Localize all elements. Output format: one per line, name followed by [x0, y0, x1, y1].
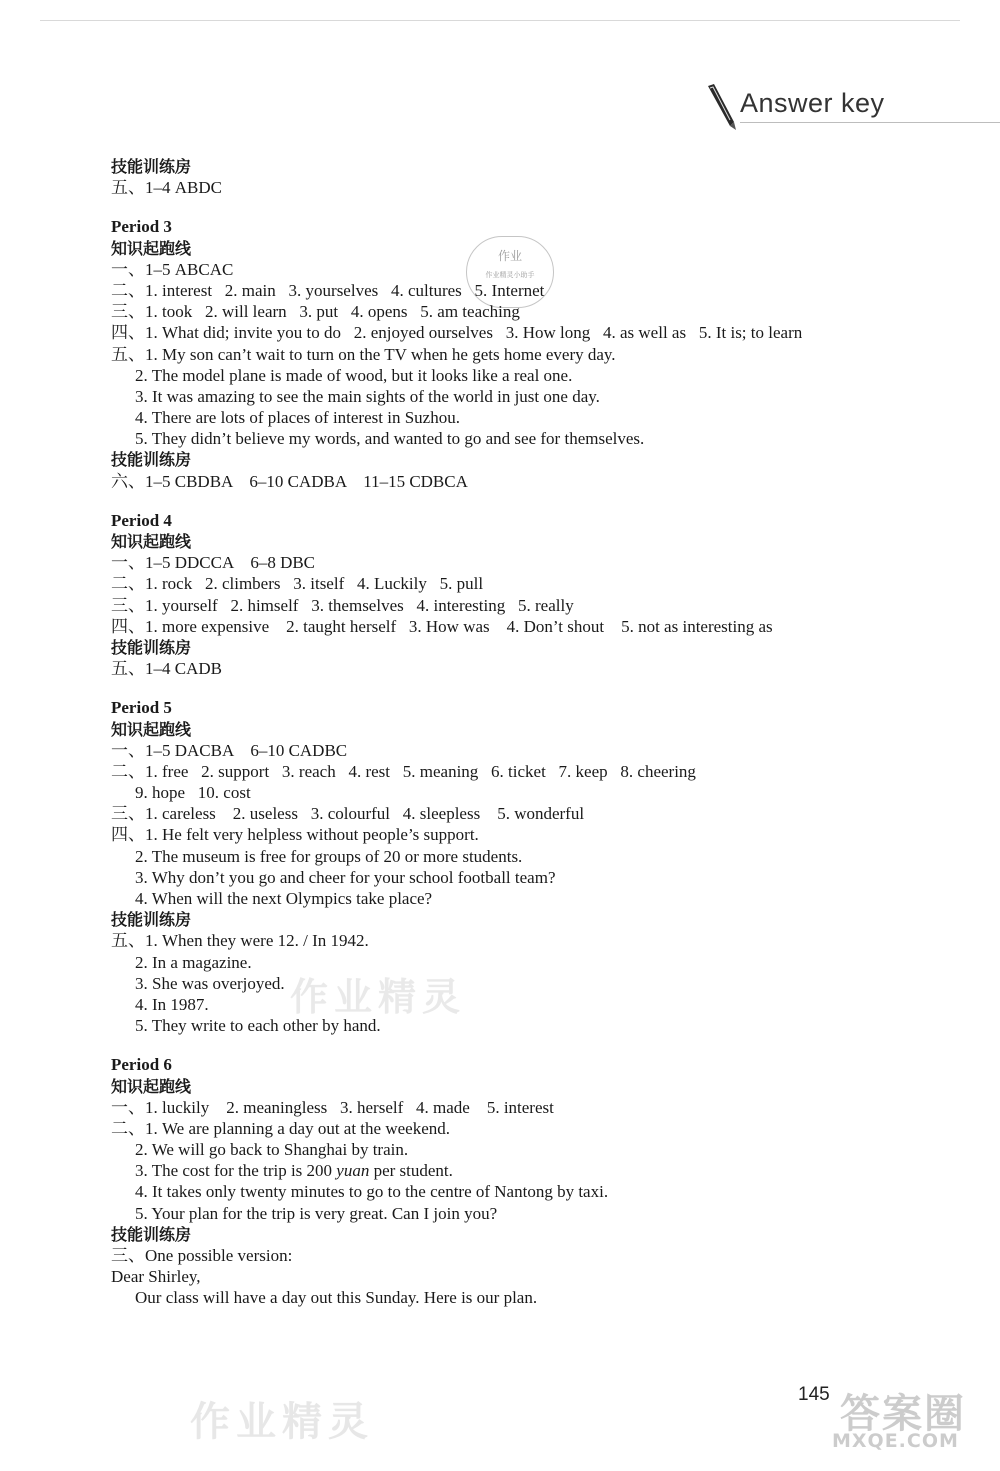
answer-line: 二、1. free 2. support 3. reach 4. rest 5. meaning 6. ticket 7. keep 8. cheering	[111, 761, 696, 781]
stamp-subtitle: 作业精灵小助手	[485, 271, 535, 279]
answer-line: 4. It takes only twenty minutes to go to the centre of Nantong by taxi.	[135, 1182, 609, 1202]
answer-line: 一、1–5 ABCAC	[111, 259, 234, 279]
answer-line: 3. Why don’t you go and cheer for your school football team?	[135, 867, 556, 887]
answer-line: 四、1. He felt very helpless without people’s support.	[111, 825, 479, 845]
answer-line: 一、1. luckily 2. meaningless 3. herself 4. made 5. interest	[111, 1097, 554, 1117]
site-logo-cn: 答案圈	[840, 1391, 966, 1437]
answer-line: 三、One possible version:	[111, 1246, 293, 1265]
answer-line: Dear Shirley,	[111, 1267, 201, 1287]
answer-line: 六、1–5 CBDBA 6–10 CADBA 11–15 CDBCA	[111, 471, 468, 491]
answer-line: 2. The model plane is made of wood, but it looks like a real one.	[135, 365, 573, 385]
answer-line: 3. It was amazing to see the main sights of the world in just one day.	[135, 386, 600, 406]
answer-line: 五、1–4 ABDC	[111, 178, 222, 198]
answer-line: 5. They didn’t believe my words, and wanted to go and see for themselves.	[135, 429, 645, 449]
section-gap	[111, 198, 971, 216]
site-logo	[832, 1378, 992, 1458]
answer-line: 4. In 1987.	[135, 994, 209, 1014]
section-label: 技能训练房	[111, 910, 192, 930]
answer-line: 四、1. What did; invite you to do 2. enjoyed ourselves 3. How long 4. as well as 5. It is; to learn	[111, 323, 803, 343]
period-heading: Period 5	[111, 698, 172, 718]
stamp-title: 作业	[497, 249, 522, 263]
answer-line: 二、1. rock 2. climbers 3. itself 4. Luckily 5. pull	[111, 574, 484, 594]
top-rule	[40, 20, 960, 21]
answer-line: 三、1. yourself 2. himself 3. themselves 4. interesting 5. really	[111, 595, 574, 615]
answer-line: 五、1. My son can’t wait to turn on the TV when he gets home every day.	[111, 344, 616, 364]
answer-line: 一、1–5 DDCCA 6–8 DBC	[111, 553, 316, 573]
answer-line: 9. hope 10. cost	[135, 783, 251, 803]
section-label: 知识起跑线	[111, 238, 192, 258]
pen-icon	[700, 82, 740, 132]
answer-line: 5. They write to each other by hand.	[135, 1016, 381, 1036]
page-number: 145	[798, 1384, 830, 1405]
section-gap	[111, 1036, 971, 1054]
answer-line: 4. There are lots of places of interest in Suzhou.	[135, 408, 460, 428]
answer-line: 二、1. We are planning a day out at the weekend.	[111, 1118, 450, 1138]
answer-line: 三、1. careless 2. useless 3. colourful 4. sleepless 5. wonderful	[111, 804, 585, 824]
answer-line: 5. Your plan for the trip is very great. Can I join you?	[135, 1203, 498, 1223]
section-label: 知识起跑线	[111, 719, 192, 739]
section-label: 技能训练房	[111, 637, 192, 657]
answer-line: 2. We will go back to Shanghai by train.	[135, 1140, 409, 1160]
answer-line: 五、1. When they were 12. / In 1942.	[111, 931, 369, 951]
section-label: 技能训练房	[111, 1224, 192, 1244]
section-label: 知识起跑线	[111, 532, 192, 551]
answer-line	[111, 1160, 971, 1181]
period-heading: Period 3	[111, 217, 172, 237]
answer-line: 二、1. interest 2. main 3. yourselves 4. cultures 5. Internet	[111, 280, 545, 300]
answer-content	[111, 156, 971, 1309]
answer-line: 五、1–4 CADB	[111, 659, 222, 679]
answer-line: 3. She was overjoyed.	[135, 973, 285, 993]
site-logo-url: MXQE.COM	[832, 1430, 959, 1452]
answer-line: 4. When will the next Olympics take place?	[135, 889, 433, 908]
answer-line: 一、1–5 DACBA 6–10 CADBC	[111, 740, 348, 760]
answer-line: 四、1. more expensive 2. taught herself 3. How was 4. Don’t shout 5. not as interesting as	[111, 616, 773, 636]
page-title: Answer key	[740, 88, 885, 118]
section-gap	[111, 492, 971, 510]
answer-line: 三、1. took 2. will learn 3. put 4. opens 5. am teaching	[111, 302, 520, 322]
section-label: 技能训练房	[111, 450, 192, 470]
answer-text: per student.	[369, 1161, 453, 1181]
section-gap	[111, 679, 971, 697]
period-heading: Period 6	[111, 1055, 172, 1075]
watermark-text-bottom: 作业精灵	[190, 1399, 374, 1445]
header-rule	[740, 122, 1000, 123]
answer-line: 2. In a magazine.	[135, 952, 252, 972]
answer-italic: yuan	[336, 1161, 370, 1181]
answer-line: Our class will have a day out this Sunday. Here is our plan.	[135, 1288, 538, 1308]
answer-line: 2. The museum is free for groups of 20 or more students.	[135, 846, 523, 866]
section-label: 知识起跑线	[111, 1076, 192, 1096]
answer-text: 3. The cost for the trip is 200	[135, 1161, 337, 1181]
watermark-text: 作业精灵	[290, 975, 467, 1019]
answer-key-header	[700, 82, 1000, 132]
period-heading: Period 4	[111, 510, 172, 530]
section-label: 技能训练房	[111, 157, 192, 176]
